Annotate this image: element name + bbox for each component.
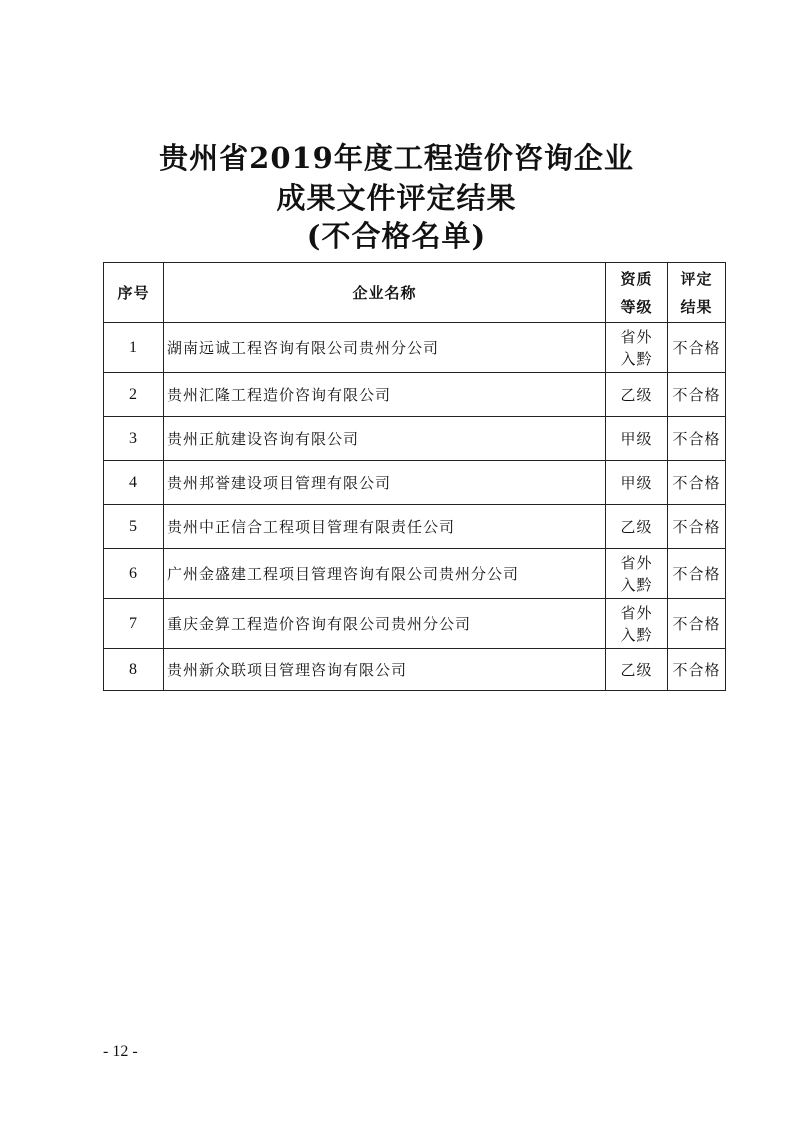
evaluation-result: 不合格 — [668, 505, 726, 549]
evaluation-result: 不合格 — [668, 599, 726, 649]
qualification-grade-text: 省外 入黔 — [620, 553, 653, 594]
evaluation-result: 不合格 — [668, 323, 726, 373]
company-name: 湖南远诚工程咨询有限公司贵州分公司 — [164, 323, 606, 373]
evaluation-result: 不合格 — [668, 373, 726, 417]
table-row — [104, 549, 726, 599]
document-title-line-3: (不合格名单) — [306, 219, 487, 253]
company-name: 贵州正航建设咨询有限公司 — [164, 417, 606, 461]
header-index: 序号 — [104, 263, 164, 323]
company-name: 重庆金算工程造价咨询有限公司贵州分公司 — [164, 599, 606, 649]
row-index: 1 — [104, 323, 164, 373]
page-number: - 12 - — [103, 1043, 138, 1060]
table-row — [104, 323, 726, 373]
qualification-grade: 乙级 — [606, 373, 668, 417]
table-row — [104, 505, 726, 549]
header-grade-line-2: 等级 — [620, 297, 653, 316]
document-title-line-1: 贵州省2019年度工程造价咨询企业 — [159, 141, 634, 175]
company-name: 贵州邦誉建设项目管理有限公司 — [164, 461, 606, 505]
company-name: 贵州新众联项目管理咨询有限公司 — [164, 649, 606, 691]
qualification-grade-text: 省外 入黔 — [620, 327, 653, 368]
qualification-grade-text: 省外 入黔 — [620, 603, 653, 644]
evaluation-result: 不合格 — [668, 461, 726, 505]
qualification-grade: 乙级 — [606, 505, 668, 549]
row-index: 5 — [104, 505, 164, 549]
company-name: 贵州中正信合工程项目管理有限责任公司 — [164, 505, 606, 549]
qualification-grade — [606, 549, 668, 599]
header-grade-line-1: 资质 — [620, 269, 653, 288]
table-row — [104, 599, 726, 649]
header-evaluation-result — [668, 263, 726, 323]
table-row — [104, 461, 726, 505]
row-index: 7 — [104, 599, 164, 649]
row-index: 2 — [104, 373, 164, 417]
header-qualification-grade — [606, 263, 668, 323]
document-title-line-2: 成果文件评定结果 — [276, 181, 517, 215]
evaluation-result: 不合格 — [668, 549, 726, 599]
qualification-grade — [606, 599, 668, 649]
qualification-grade: 乙级 — [606, 649, 668, 691]
table-header-row — [104, 263, 726, 323]
row-index: 3 — [104, 417, 164, 461]
company-name: 广州金盛建工程项目管理咨询有限公司贵州分公司 — [164, 549, 606, 599]
row-index: 6 — [104, 549, 164, 599]
qualification-grade: 甲级 — [606, 461, 668, 505]
qualification-grade: 甲级 — [606, 417, 668, 461]
company-name: 贵州汇隆工程造价咨询有限公司 — [164, 373, 606, 417]
row-index: 4 — [104, 461, 164, 505]
header-result-line-1: 评定 — [680, 269, 713, 288]
evaluation-result: 不合格 — [668, 649, 726, 691]
qualification-grade — [606, 323, 668, 373]
evaluation-result: 不合格 — [668, 417, 726, 461]
header-result-line-2: 结果 — [680, 297, 713, 316]
row-index: 8 — [104, 649, 164, 691]
results-table — [103, 262, 726, 691]
table-row — [104, 417, 726, 461]
table-row — [104, 649, 726, 691]
header-company-name: 企业名称 — [164, 263, 606, 323]
table-row — [104, 373, 726, 417]
